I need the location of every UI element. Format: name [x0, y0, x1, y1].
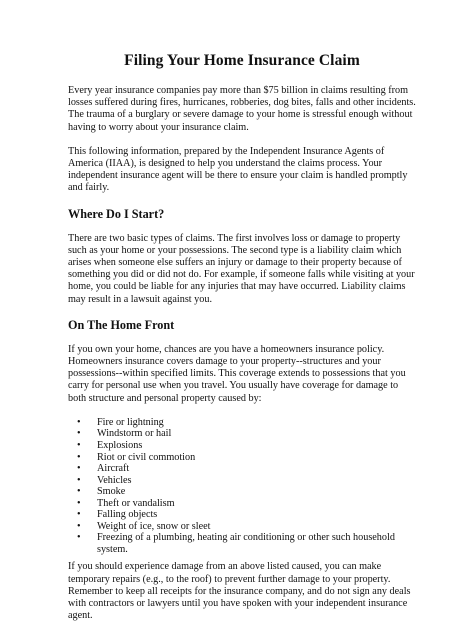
homeowners-coverage-paragraph: If you own your home, chances are you have a homeowners insurance policy. Homeowners insurance covers damage to your property--structures and your possessions--within specified limits. This coverage extends to possessions that you carry for personal use when you travel. You usually have coverage for damage to both structure and personal property caused by:: [68, 343, 406, 404]
list-item: [68, 498, 416, 510]
list-item-text: Riot or civil commotion: [97, 451, 196, 463]
list-item: [68, 509, 416, 521]
list-item-text: Aircraft: [97, 463, 130, 475]
list-item-text: Freezing of a plumbing, heating air conditioning or other such household system.: [97, 532, 395, 555]
bullet-icon: •: [77, 486, 81, 498]
list-item-text: Vehicles: [97, 474, 132, 486]
bullet-icon: •: [77, 451, 81, 463]
list-item: [68, 521, 416, 533]
bullet-icon: •: [77, 497, 81, 509]
list-item: [68, 532, 416, 555]
list-item: [68, 463, 416, 475]
bullet-icon: •: [77, 428, 81, 440]
list-item: [68, 428, 416, 440]
list-item-text: Smoke: [97, 486, 126, 498]
covered-perils-list: [68, 417, 416, 556]
list-item-text: Weight of ice, snow or sleet: [97, 520, 211, 532]
list-item: [68, 475, 416, 487]
bullet-icon: •: [77, 416, 81, 428]
bullet-icon: •: [77, 509, 81, 521]
list-item: [68, 417, 416, 429]
bullet-icon: •: [77, 463, 81, 475]
bullet-icon: •: [77, 532, 81, 544]
list-item: [68, 440, 416, 452]
bullet-icon: •: [77, 520, 81, 532]
list-item-text: Explosions: [97, 439, 143, 451]
bullet-icon: •: [77, 474, 81, 486]
list-item-text: Theft or vandalism: [97, 497, 175, 509]
intro-paragraph-1: Every year insurance companies pay more than $75 billion in claims resulting from losses suffered during fires, hurricanes, robberies, dog bites, falls and other incidents. The trauma of a burglary or severe damage to your home is stressful enough without having to worry about your insurance claim.: [68, 85, 416, 133]
document-title: Filing Your Home Insurance Claim: [124, 52, 360, 69]
section-heading-where-do-i-start: Where Do I Start?: [68, 206, 165, 221]
list-item: [68, 486, 416, 498]
list-item: [68, 452, 416, 464]
list-item-text: Fire or lightning: [97, 416, 164, 428]
list-item-text: Windstorm or hail: [97, 428, 172, 440]
section-heading-home-front: On The Home Front: [68, 317, 175, 332]
intro-paragraph-2: This following information, prepared by the Independent Insurance Agents of America (IIAA), is designed to help you understand the claims process. Your independent insurance agent will be there to ensure your claim is handled promptly and fairly.: [68, 145, 408, 194]
list-item-text: Falling objects: [97, 509, 158, 521]
temporary-repairs-paragraph: If you should experience damage from an above listed caused, you can make temporary repairs (e.g., to the roof) to prevent further damage to your property. Remember to keep all receipts for the insurance company, and do not sign any deals with contractors or lawyers until you have spoken with your independent insurance agent.: [68, 561, 411, 622]
bullet-icon: •: [77, 439, 81, 451]
claim-types-paragraph: There are two basic types of claims. The first involves loss or damage to property such as your home or your possessions. The second type is a liability claim which arises when someone else suffers an injury or damage to their property because of something you did or did not do. For example, if someone falls while visiting at your home, you could be liable for any injuries that may have occurred. Liability claims may result in a lawsuit against you.: [68, 232, 415, 305]
